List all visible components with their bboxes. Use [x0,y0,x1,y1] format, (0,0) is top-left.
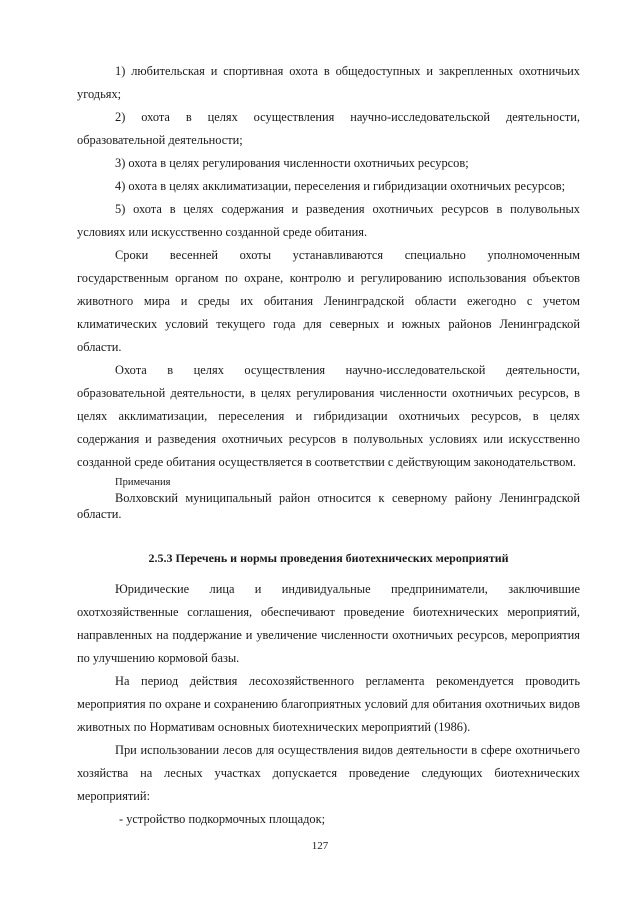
paragraph: На период действия лесохозяйственного регламента рекомендуется проводить мероприятия по охране и сохранению благоприятных условий для обитания охотничьих видов животных по Нормативам основных биотехнических мероприятий (1986). [77,674,580,734]
paragraph: 4) охота в целях акклиматизации, переселения и гибридизации охотничьих ресурсов; [115,179,566,193]
paragraph: Охота в целях осуществления научно-исследовательской деятельности, образовательной деятельности, в целях регулирования численности охотничьих ресурсов, в целях акклиматизации, переселения и гибридизации охотничьих ресурсов, в целях содержания и разведения охотничьих ресурсов в полувольных условиях или искусственно созданной среде обитания осуществляется в соответствии с действующим законодательством. [77,363,580,469]
paragraph: 5) охота в целях содержания и разведения охотничьих ресурсов в полувольных условиях или искусственно созданной среде обитания. [77,202,580,239]
paragraph: 1) любительская и спортивная охота в общедоступных и закрепленных охотничьих угодьях; [77,64,580,101]
paragraph: При использовании лесов для осуществления видов деятельности в сфере охотничьего хозяйства на лесных участках допускается проведение следующих биотехнических мероприятий: [77,743,580,803]
paragraph: Юридические лица и индивидуальные предприниматели, заключившие охотхозяйственные соглашения, обеспечивают проведение биотехнических мероприятий, направленных на поддержание и увеличение численности охотничьих ресурсов, мероприятия по улучшению кормовой базы. [77,582,580,665]
bullet-item: - устройство подкормочных площадок; [119,812,326,826]
paragraph: 2) охота в целях осуществления научно-исследовательской деятельности, образовательной деятельности; [77,110,580,147]
paragraph: Сроки весенней охоты устанавливаются специально уполномоченным государственным органом по охране, контролю и регулированию использования объектов животного мира и среды их обитания Ленинградской области ежегодно с учетом климатических условий текущего года для северных и южных районов Ленинградской области. [77,248,580,354]
document-page [77,60,580,831]
notes-title: Примечания [115,477,171,488]
section-heading: 2.5.3 Перечень и нормы проведения биотехнических мероприятий [148,551,509,565]
page-number: 127 [311,840,329,852]
notes-block [77,476,580,522]
paragraph: 3) охота в целях регулирования численности охотничьих ресурсов; [115,156,469,170]
notes-text: Волховский муниципальный район относится к северному району Ленинградской области. [77,491,580,521]
